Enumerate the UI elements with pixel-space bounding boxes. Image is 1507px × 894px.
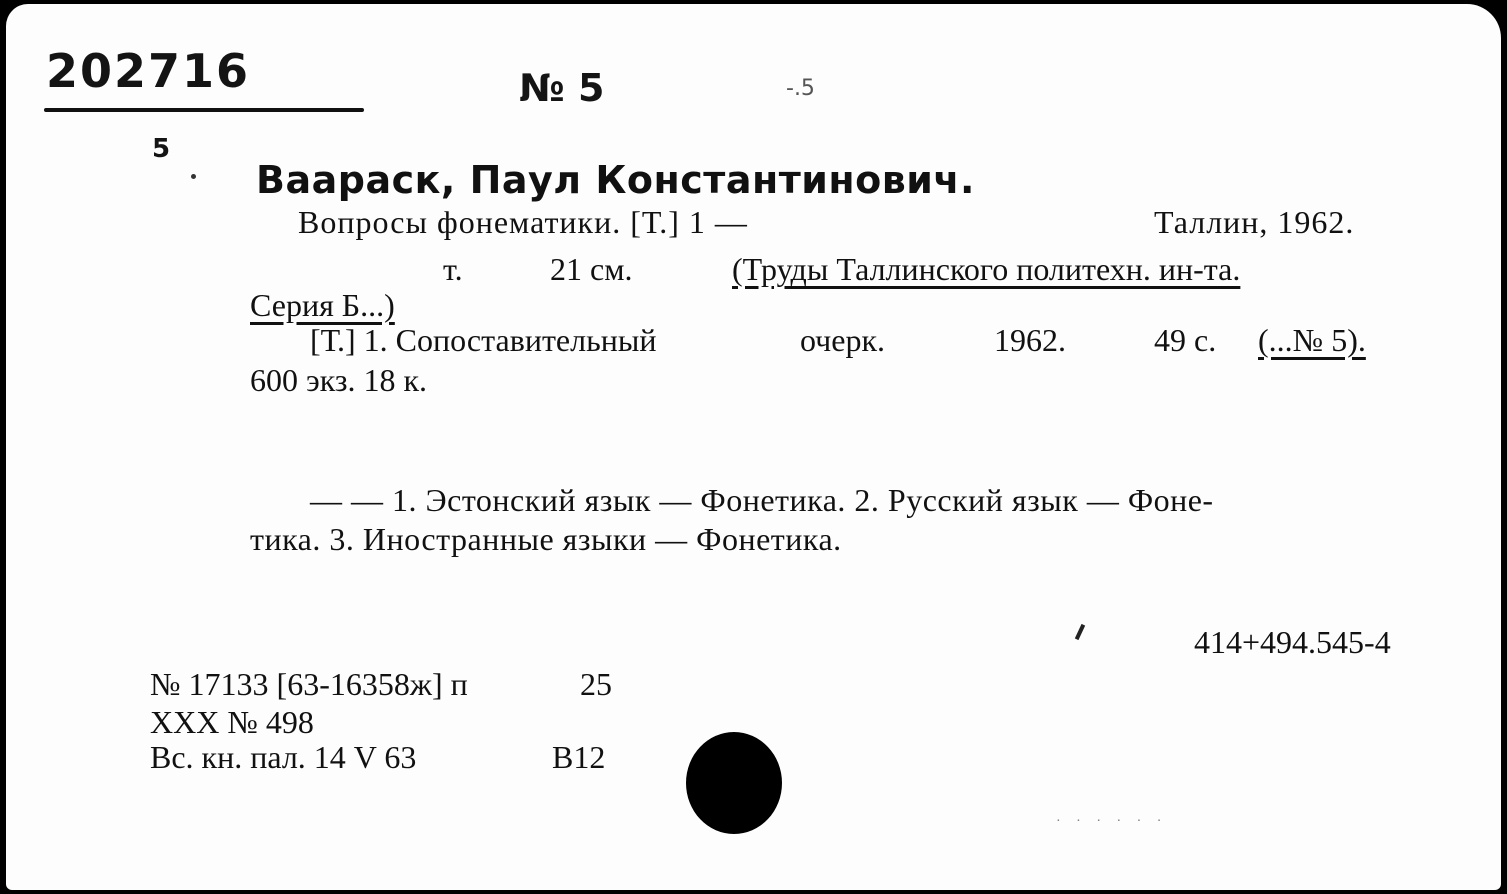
catalog-card bbox=[6, 4, 1501, 890]
series-close: Серия Б...) bbox=[250, 287, 395, 323]
subject-headings-line2: тика. 3. Иностранные языки — Фонетика. bbox=[250, 521, 842, 557]
inventory-underline bbox=[44, 108, 364, 112]
volume-title: [Т.] 1. Сопоставительный bbox=[310, 322, 657, 358]
publisher-code: В12 bbox=[552, 739, 606, 775]
series-note: (Труды Таллинского политехн. ин-та. bbox=[732, 251, 1241, 287]
inventory-number: 202716 bbox=[46, 44, 251, 98]
copies-price: 600 экз. 18 к. bbox=[250, 362, 428, 398]
corner-mark: -.5 bbox=[786, 76, 815, 101]
size-note: 21 см. bbox=[550, 251, 633, 287]
publisher-line1: № 17133 [63-16358ж] п bbox=[150, 666, 468, 702]
series-number: (...№ 5). bbox=[1258, 322, 1366, 358]
volume-title-2: очерк. bbox=[800, 322, 886, 358]
card-number-label: № 5 bbox=[519, 66, 605, 110]
publisher-line2: XXX № 498 bbox=[150, 704, 314, 740]
small-number: 5 bbox=[152, 134, 171, 164]
dot-mark bbox=[191, 174, 196, 179]
volumes-note: т. bbox=[443, 251, 463, 287]
page-count: 49 с. bbox=[1154, 322, 1217, 358]
punch-hole bbox=[686, 732, 782, 834]
faded-marks: · · · · · · bbox=[1056, 814, 1168, 829]
book-title: Вопросы фонематики. [Т.] 1 — bbox=[298, 204, 748, 240]
author-heading: Вaараск, Паул Константинович. bbox=[256, 158, 975, 202]
volume-year: 1962. bbox=[994, 322, 1066, 358]
subject-headings-line1: — — 1. Эстонский язык — Фонетика. 2. Русский язык — Фоне- bbox=[310, 482, 1214, 518]
place-year: Таллин, 1962. bbox=[1154, 204, 1355, 240]
publisher-line1-number: 25 bbox=[580, 666, 612, 702]
pen-mark bbox=[1075, 624, 1085, 640]
publisher-line3: Вс. кн. пал. 14 V 63 bbox=[150, 739, 417, 775]
classification-number: 414+494.545-4 bbox=[1194, 624, 1391, 660]
